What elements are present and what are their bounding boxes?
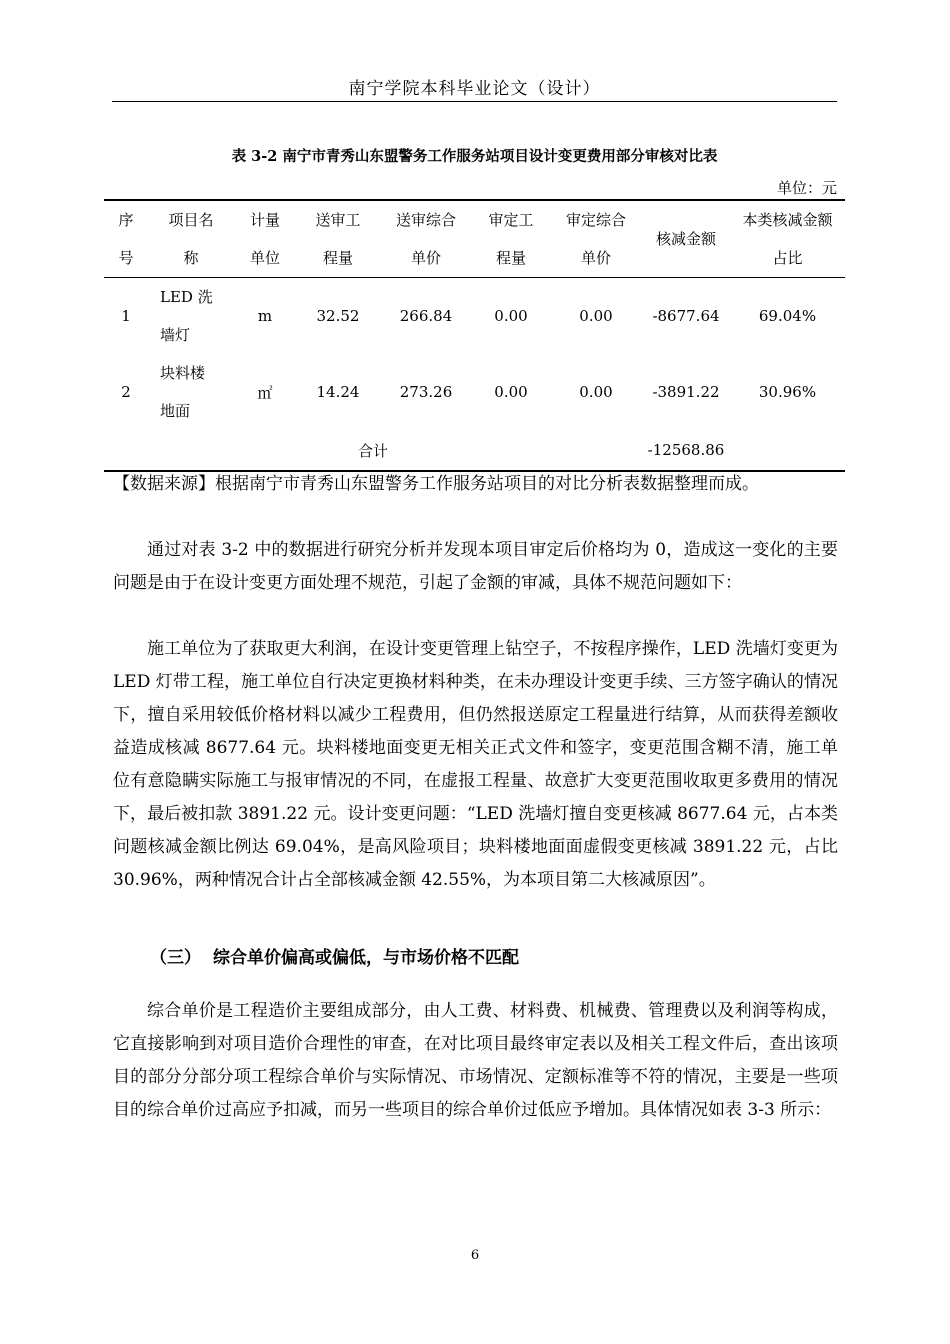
page-number: 6: [470, 1248, 480, 1263]
cell-no: 1: [121, 307, 131, 325]
table-row: [104, 354, 845, 430]
cell-submitted-qty: 32.52: [316, 307, 360, 325]
header-item-name: 项目名 称: [168, 211, 214, 267]
cell-item-name: LED 洗 墙灯: [160, 288, 213, 344]
table-total-row: [104, 430, 845, 471]
header-reduction: 核减金额: [655, 230, 716, 248]
cell-approved-qty: 0.00: [494, 307, 528, 325]
total-reduction: -12568.86: [647, 441, 725, 459]
table-unit: 单位：元: [776, 179, 837, 197]
header-unit: 计量 单位: [249, 211, 280, 267]
body-paragraph-2: 施工单位为了获取更大利润，在设计变更管理上钻空子，不按程序操作，LED 洗墙灯变更为 LED 灯带工程，施工单位自行决定更换材料种类，在未办理设计变更手续、三方签字确认的情况下，擅自采用较低价格材料以减少工程费用，但仍然报送原定工程量进行结算，从而获得差额收益造成核减 8677.64 元。块料楼地面变更无相关正式文件和签字，变更范围含糊不清，施工单位有意隐瞒实际施工与报审情况的不同，在虚报工程量、故意扩大变更范围收取更多费用的情况下，最后被扣款 3891.22 元。设计变更问题：“LED 洗墙灯擅自变更核减 8677.64 元，占本类问题核减金额比例达 69.04%，是高风险项目；块料楼地面面虚假变更核减 3891.22 元，占比 30.96%，两种情况合计占全部核减金额 42.55%，为本项目第二大核减原因”。: [113, 639, 838, 890]
header-submitted-price: 送审综合 单价: [395, 211, 456, 267]
section-title: 综合单价偏高或偏低，与市场价格不匹配: [213, 948, 519, 968]
header-approved-qty: 审定工 程量: [488, 211, 534, 267]
cell-approved-qty: 0.00: [494, 383, 528, 401]
cell-reduction: -8677.64: [652, 307, 720, 325]
section-heading: [150, 943, 519, 968]
header-rule: [112, 101, 837, 102]
table-row: [104, 278, 845, 355]
cell-approved-price: 0.00: [579, 383, 613, 401]
cell-ratio: 69.04%: [758, 307, 817, 325]
body-paragraph-1: 通过对表 3-2 中的数据进行研究分析并发现本项目审定后价格均为 0，造成这一变化的主要问题是由于在设计变更方面处理不规范，引起了金额的审减，具体不规范问题如下：: [113, 540, 838, 593]
cell-unit: m: [257, 307, 273, 325]
section-number: （三）: [150, 948, 201, 968]
table-header-row: [104, 200, 845, 278]
total-empty-cell: [730, 430, 845, 471]
cell-submitted-qty: 14.24: [316, 383, 360, 401]
cell-ratio: 30.96%: [758, 383, 817, 401]
cell-no: 2: [121, 383, 131, 401]
header-submitted-qty: 送审工 程量: [315, 211, 361, 267]
table-caption: 表 3-2 南宁市青秀山东盟警务工作服务站项目设计变更费用部分审核对比表: [231, 148, 718, 165]
page-header-title: 南宁学院本科毕业论文（设计）: [348, 79, 601, 99]
cell-submitted-price: 266.84: [399, 307, 453, 325]
total-label: 合计: [357, 441, 388, 460]
header-ratio: 本类核减金额 占比: [742, 211, 833, 267]
header-approved-price: 审定综合 单价: [565, 211, 626, 267]
cell-approved-price: 0.00: [579, 307, 613, 325]
cell-submitted-price: 273.26: [399, 383, 453, 401]
cell-item-name: 块料楼 地面: [160, 364, 206, 420]
data-source-note: 【数据来源】根据南宁市青秀山东盟警务工作服务站项目的对比分析表数据整理而成。: [113, 474, 759, 494]
audit-comparison-table: [104, 199, 845, 472]
body-paragraph-3: 综合单价是工程造价主要组成部分，由人工费、材料费、机械费、管理费以及利润等构成，它直接影响到对项目造价合理性的审查，在对比项目最终审定表以及相关工程文件后，查出该项目的部分分部分项工程综合单价与实际情况、市场情况、定额标准等不符的情况，主要是一些项目的综合单价过高应予扣减，而另一些项目的综合单价过低应予增加。具体情况如表 3-3 所示：: [113, 1001, 838, 1120]
cell-reduction: -3891.22: [652, 383, 720, 401]
cell-unit: ㎡: [257, 383, 273, 402]
header-no: 序 号: [118, 211, 134, 267]
